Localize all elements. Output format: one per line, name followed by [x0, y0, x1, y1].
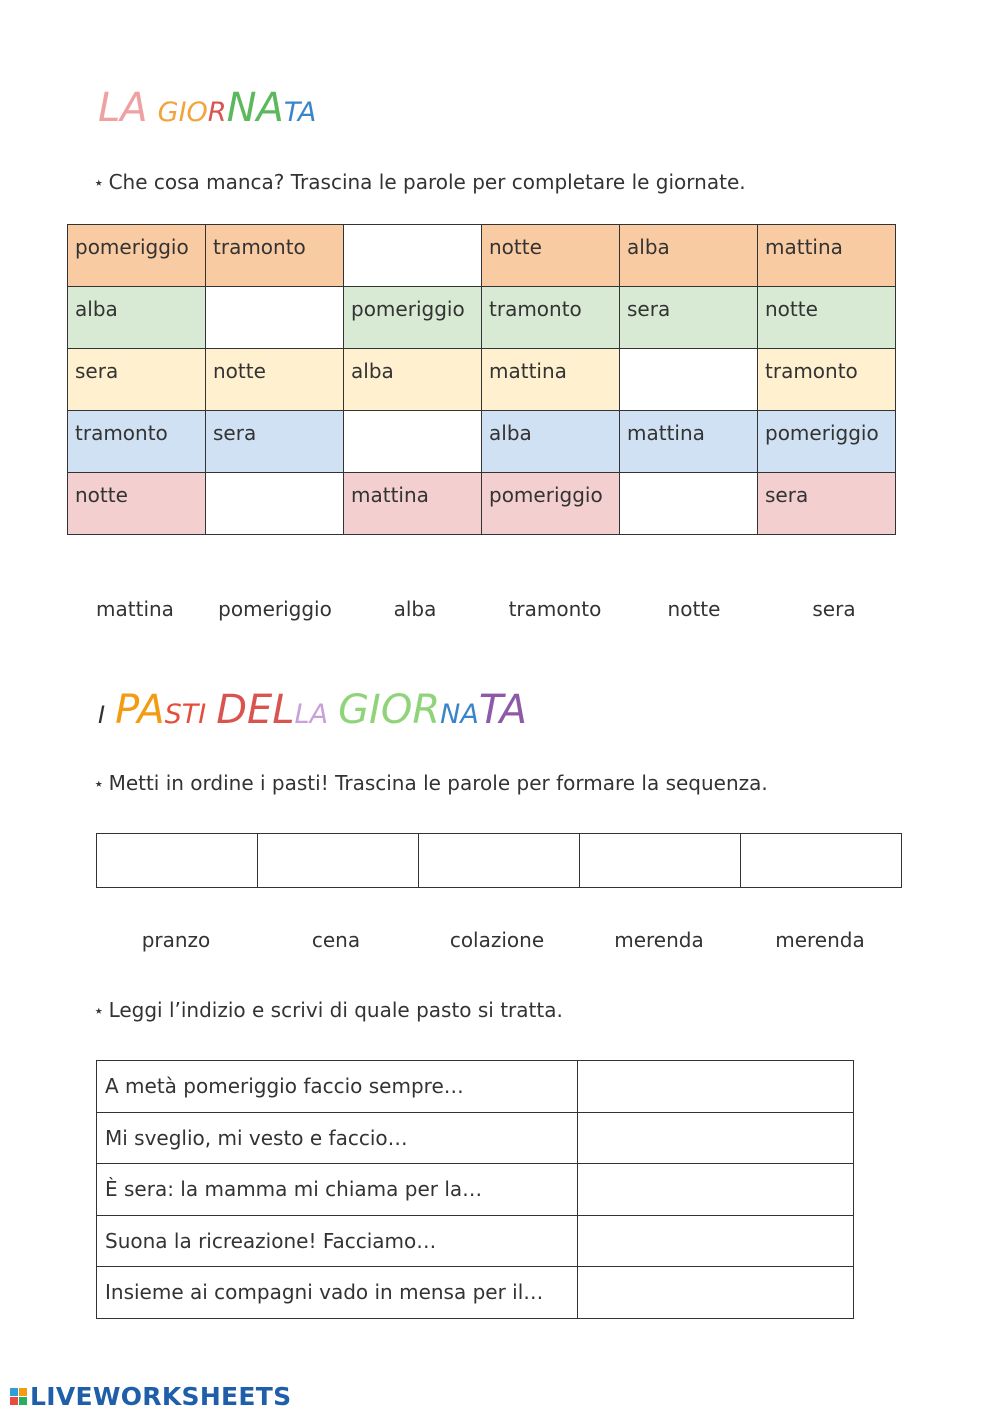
draggable-word[interactable]: sera	[812, 597, 856, 621]
answer-input[interactable]	[578, 1061, 854, 1113]
title-letters: STI	[164, 699, 207, 730]
grid-cell: alba	[344, 349, 482, 411]
title-letters: LA	[294, 699, 329, 730]
grid-cell: tramonto	[68, 411, 206, 473]
grid-cell: mattina	[758, 225, 896, 287]
draggable-word[interactable]: cena	[311, 928, 361, 952]
clue-row	[97, 1267, 854, 1319]
title-letters: NA	[440, 699, 479, 730]
draggable-word[interactable]: notte	[667, 597, 721, 621]
title-letters: GIOR	[338, 687, 441, 733]
clue-row	[97, 1112, 854, 1164]
section-title-meals	[98, 687, 527, 733]
grid-cell: tramonto	[206, 225, 344, 287]
sequence-drop-slot[interactable]	[258, 834, 419, 888]
logo-blocks-icon	[10, 1388, 27, 1405]
answer-input[interactable]	[578, 1112, 854, 1164]
title-letters: I	[98, 701, 106, 729]
grid-cell: pomeriggio	[68, 225, 206, 287]
clue-text: A metà pomeriggio faccio sempre…	[97, 1061, 578, 1113]
grid-cell: alba	[68, 287, 206, 349]
drop-slot[interactable]	[206, 287, 344, 349]
title-letters: TA	[283, 97, 317, 128]
draggable-word[interactable]: colazione	[449, 928, 545, 952]
grid-row	[68, 349, 896, 411]
star-icon: ⭑	[95, 1003, 103, 1019]
sequence-drop-slot[interactable]	[580, 834, 741, 888]
draggable-word[interactable]: pomeriggio	[218, 597, 332, 621]
grid-row	[68, 473, 896, 535]
drop-slot[interactable]	[620, 473, 758, 535]
grid-cell: mattina	[482, 349, 620, 411]
title-letters: GIO	[157, 97, 208, 128]
sequence-drop-slot[interactable]	[741, 834, 902, 888]
clue-row	[97, 1061, 854, 1113]
grid-cell: notte	[206, 349, 344, 411]
grid-cell: pomeriggio	[482, 473, 620, 535]
grid-cell: tramonto	[758, 349, 896, 411]
clue-row	[97, 1164, 854, 1216]
sequence-boxes	[96, 833, 902, 888]
draggable-word[interactable]: pranzo	[141, 928, 211, 952]
grid-cell: pomeriggio	[344, 287, 482, 349]
drop-slot[interactable]	[206, 473, 344, 535]
page-title	[98, 85, 317, 131]
draggable-word[interactable]: alba	[393, 597, 437, 621]
grid-cell: alba	[482, 411, 620, 473]
logo-block	[19, 1388, 27, 1396]
draggable-word[interactable]: mattina	[96, 597, 174, 621]
grid-cell: mattina	[620, 411, 758, 473]
instruction-days: ⭑ Che cosa manca? Trascina le parole per completare le giornate.	[95, 170, 746, 194]
clue-text: È sera: la mamma mi chiama per la…	[97, 1164, 578, 1216]
grid-cell: sera	[206, 411, 344, 473]
draggable-word[interactable]: tramonto	[508, 597, 602, 621]
sequence-drop-slot[interactable]	[97, 834, 258, 888]
grid-row	[68, 411, 896, 473]
clue-text: Insieme ai compagni vado in mensa per il…	[97, 1267, 578, 1319]
instruction-sequence: ⭑ Metti in ordine i pasti! Trascina le parole per formare la sequenza.	[95, 771, 768, 795]
grid-cell: mattina	[344, 473, 482, 535]
grid-cell: notte	[758, 287, 896, 349]
title-letters: R	[207, 97, 227, 128]
instruction-clues: ⭑ Leggi l’indizio e scrivi di quale pasto si tratta.	[95, 998, 563, 1022]
grid-row	[68, 225, 896, 287]
grid-cell: pomeriggio	[758, 411, 896, 473]
draggable-word[interactable]: merenda	[775, 928, 865, 952]
grid-cell: alba	[620, 225, 758, 287]
grid-cell: sera	[68, 349, 206, 411]
title-letters: PA	[115, 687, 165, 733]
clue-row	[97, 1215, 854, 1267]
grid-cell: sera	[620, 287, 758, 349]
clue-text: Mi sveglio, mi vesto e faccio…	[97, 1112, 578, 1164]
clue-text: Suona la ricreazione! Facciamo…	[97, 1215, 578, 1267]
answer-input[interactable]	[578, 1164, 854, 1216]
star-icon: ⭑	[95, 175, 103, 191]
liveworksheets-logo: LIVEWORKSHEETS	[10, 1381, 291, 1411]
logo-block	[10, 1388, 18, 1396]
days-grid	[67, 224, 896, 535]
title-letters: DEL	[216, 687, 295, 733]
draggable-word[interactable]: merenda	[614, 928, 704, 952]
drop-slot[interactable]	[620, 349, 758, 411]
answer-input[interactable]	[578, 1267, 854, 1319]
grid-cell: notte	[68, 473, 206, 535]
title-letters: TA	[478, 687, 527, 733]
grid-cell: notte	[482, 225, 620, 287]
sequence-drop-slot[interactable]	[419, 834, 580, 888]
drop-slot[interactable]	[344, 225, 482, 287]
title-letters: LA	[98, 85, 148, 131]
grid-cell: sera	[758, 473, 896, 535]
grid-row	[68, 287, 896, 349]
logo-block	[19, 1397, 27, 1405]
title-letters: NA	[226, 85, 284, 131]
drop-slot[interactable]	[344, 411, 482, 473]
answer-input[interactable]	[578, 1215, 854, 1267]
grid-cell: tramonto	[482, 287, 620, 349]
clues-table	[96, 1060, 854, 1319]
star-icon: ⭑	[95, 776, 103, 792]
logo-block	[10, 1397, 18, 1405]
